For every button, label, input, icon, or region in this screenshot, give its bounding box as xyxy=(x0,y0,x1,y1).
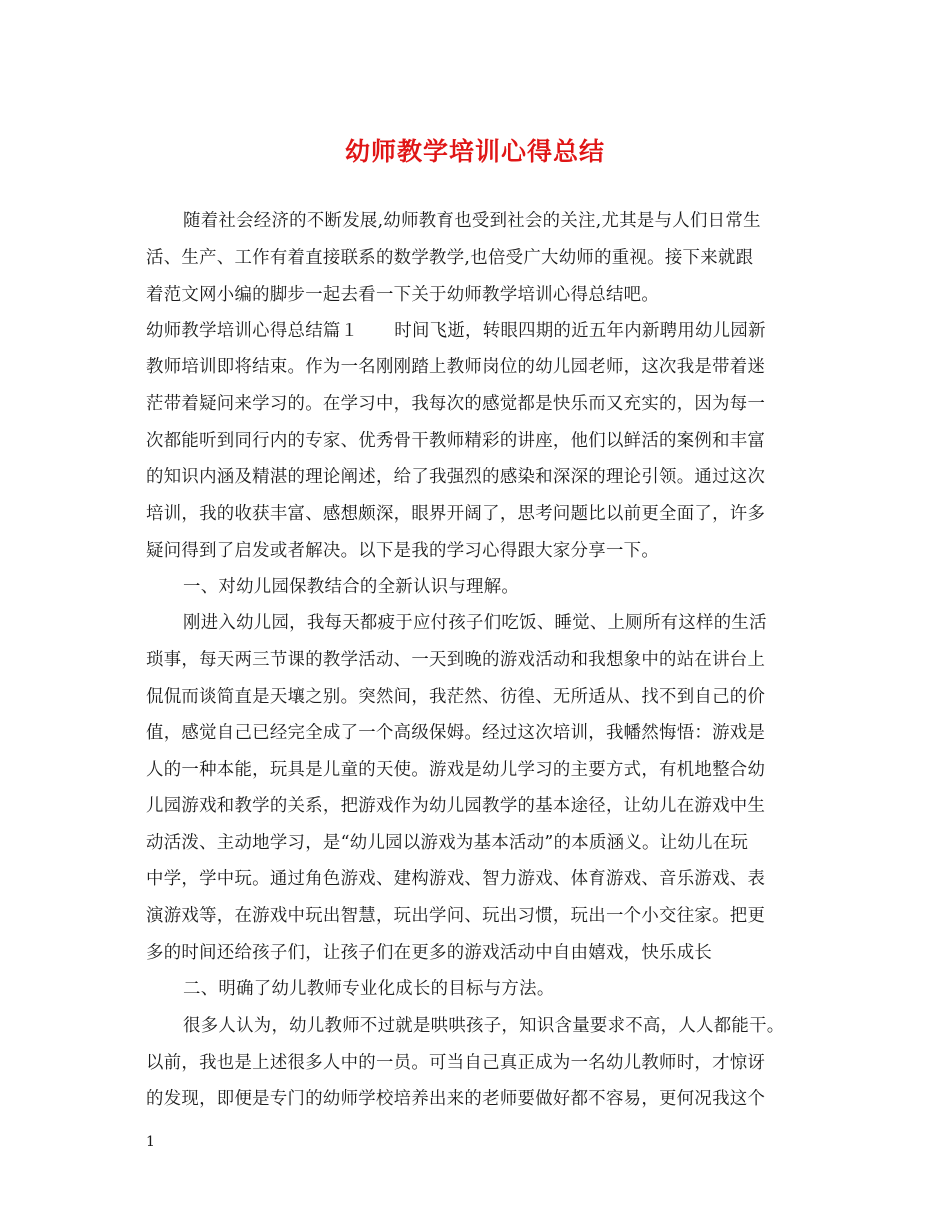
paragraph-line: 很多人认为，幼儿教师不过就是哄哄孩子，知识含量要求不高，人人都能干。 xyxy=(183,1016,785,1036)
paragraph-line: 动活泼、主动地学习，是“幼儿园以游戏为基本活动”的本质涵义。让幼儿在玩 xyxy=(146,833,749,853)
section-line xyxy=(146,319,826,343)
paragraph-line: 多的时间还给孩子们，让孩子们在更多的游戏活动中自由嬉戏，快乐成长 xyxy=(146,943,713,963)
paragraph-line: 疑问得到了启发或者解决。以下是我的学习心得跟大家分享一下。 xyxy=(146,541,660,561)
paragraph-line: 儿园游戏和教学的关系，把游戏作为幼儿园教学的基本途径，让幼儿在游戏中生 xyxy=(146,796,766,816)
paragraph-line: 培训，我的收获丰富、感想颇深，眼界开阔了，思考问题比以前更全面了，许多 xyxy=(146,504,766,524)
paragraph-line: 琐事，每天两三节课的教学活动、一天到晚的游戏活动和我想象中的站在讲台上 xyxy=(146,650,766,670)
paragraph-text: 时间飞逝，转眼四期的近五年内新聘用幼儿园新 xyxy=(394,321,766,341)
paragraph-line: 值，感觉自己已经完全成了一个高级保姆。经过这次培训，我幡然悔悟：游戏是 xyxy=(146,723,766,743)
paragraph-line: 茫带着疑问来学习的。在学习中，我每次的感觉都是快乐而又充实的，因为每一 xyxy=(146,394,766,414)
paragraph-line: 的知识内涵及精湛的理论阐述，给了我强烈的感染和深深的理论引领。通过这次 xyxy=(146,467,766,487)
paragraph-line: 侃侃而谈简直是天壤之别。突然间，我茫然、彷徨、无所适从、找不到自己的价 xyxy=(146,687,766,707)
section-heading: 一、对幼儿园保教结合的全新认识与理解。 xyxy=(183,577,520,597)
paragraph-line: 活、生产、工作有着直接联系的数学教学,也倍受广大幼师的重视。接下来就跟 xyxy=(146,248,754,268)
paragraph-line: 中学，学中玩。通过角色游戏、建构游戏、智力游戏、体育游戏、音乐游戏、表 xyxy=(146,869,766,889)
section-label: 幼师教学培训心得总结篇１ xyxy=(146,321,359,341)
paragraph-line: 教师培训即将结束。作为一名刚刚踏上教师岗位的幼儿园老师，这次我是带着迷 xyxy=(146,357,766,377)
paragraph-line: 的发现，即便是专门的幼师学校培养出来的老师要做好都不容易，更何况我这个 xyxy=(146,1089,766,1109)
paragraph-line: 以前，我也是上述很多人中的一员。可当自己真正成为一名幼儿教师时，才惊讶 xyxy=(146,1053,766,1073)
section-heading: 二、明确了幼儿教师专业化成长的目标与方法。 xyxy=(183,979,555,999)
paragraph-line: 刚进入幼儿园，我每天都疲于应付孩子们吃饭、睡觉、上厕所有这样的生活 xyxy=(183,613,767,633)
paragraph-line: 次都能听到同行内的专家、优秀骨干教师精彩的讲座，他们以鲜活的案例和丰富 xyxy=(146,431,766,451)
paragraph-line: 演游戏等，在游戏中玩出智慧，玩出学问、玩出习惯，玩出一个小交往家。把更 xyxy=(146,906,766,926)
paragraph-line: 人的一种本能，玩具是儿童的天使。游戏是幼儿学习的主要方式，有机地整合幼 xyxy=(146,760,766,780)
paragraph-line: 着范文网小编的脚步一起去看一下关于幼师教学培训心得总结吧。 xyxy=(146,285,660,305)
paragraph-line: 随着社会经济的不断发展,幼师教育也受到社会的关注,尤其是与人们日常生 xyxy=(183,211,761,231)
page-number: 1 xyxy=(146,1134,155,1150)
document-title: 幼师教学培训心得总结 xyxy=(344,137,605,166)
